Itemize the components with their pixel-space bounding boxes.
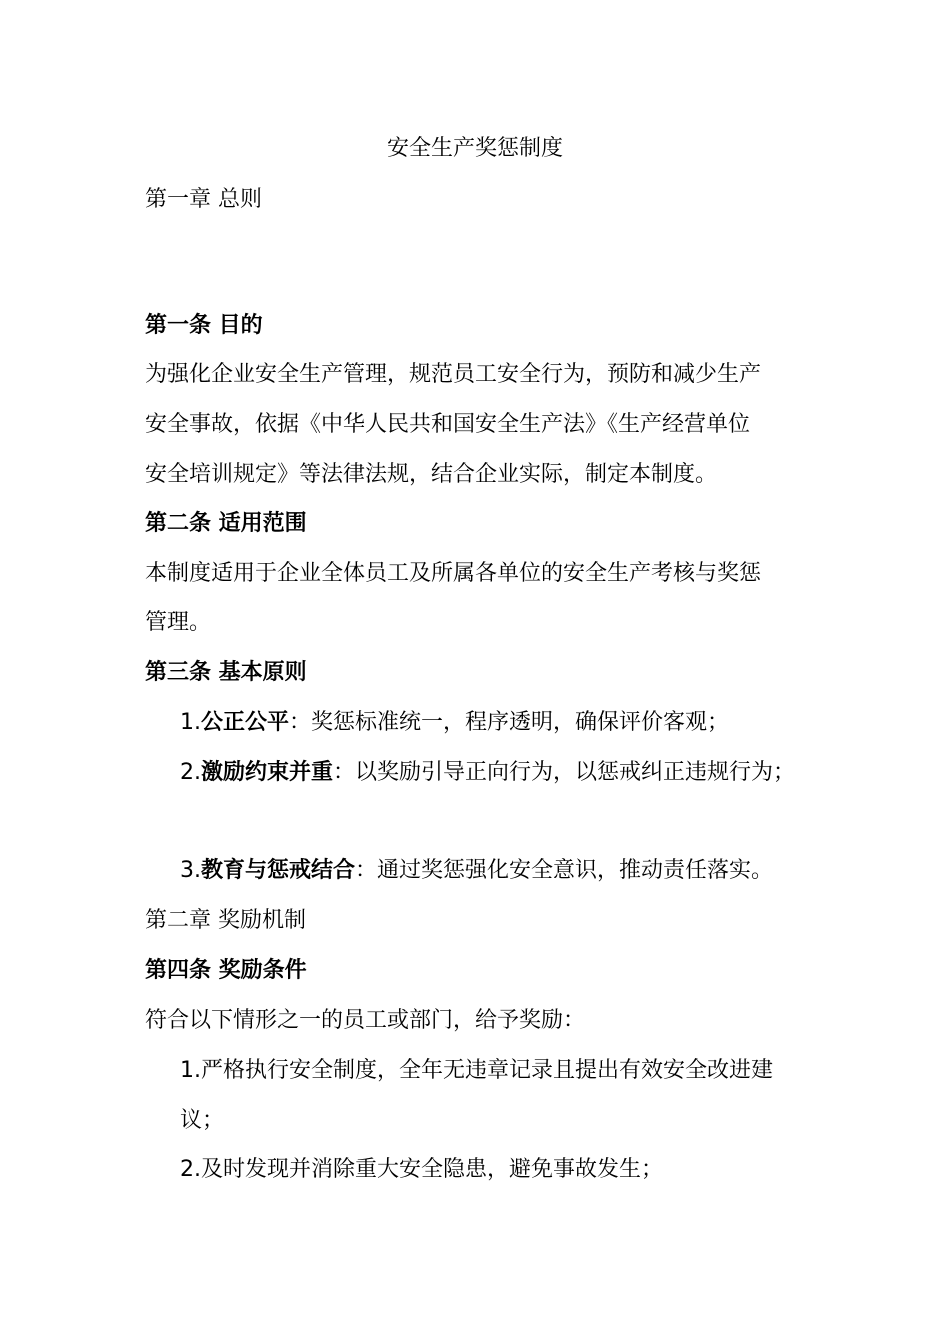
paragraph-line: 符合以下情形之一的员工或部门，给予奖励： — [145, 1008, 586, 1033]
document-title: 安全生产奖惩制度 — [386, 136, 563, 161]
item-term: 激励约束并重 — [201, 760, 334, 785]
principle-item — [180, 758, 795, 788]
reward-item-line: 1.严格执行安全制度，全年无违章记录且提出有效安全改进建 — [180, 1058, 773, 1083]
item-number: 2. — [180, 760, 201, 785]
principle-item — [180, 708, 729, 738]
item-text: ：以奖励引导正向行为，以惩戒纠正违规行为； — [333, 760, 796, 785]
principle-item — [180, 856, 773, 886]
paragraph-line: 本制度适用于企业全体员工及所属各单位的安全生产考核与奖惩 — [145, 561, 762, 586]
item-number: 1. — [180, 710, 201, 735]
chapter-heading: 第二章 奖励机制 — [145, 908, 306, 933]
item-term: 教育与惩戒结合 — [201, 858, 356, 883]
article-heading: 第三条 基本原则 — [145, 660, 307, 685]
item-text: ：奖惩标准统一，程序透明，确保评价客观； — [289, 710, 730, 735]
reward-item-line: 2.及时发现并消除重大安全隐患，避免事故发生； — [180, 1157, 663, 1182]
paragraph-line: 为强化企业安全生产管理，规范员工安全行为，预防和减少生产 — [145, 362, 762, 387]
chapter-heading: 第一章 总则 — [145, 187, 262, 212]
item-text: ：通过奖惩强化安全意识，推动责任落实。 — [355, 858, 774, 883]
item-number: 3. — [180, 858, 201, 883]
reward-item-line: 议； — [180, 1108, 225, 1133]
article-heading: 第一条 目的 — [145, 313, 263, 338]
item-term: 公正公平 — [201, 710, 290, 735]
paragraph-line: 安全事故，依据《中华人民共和国安全生产法》《生产经营单位 — [145, 412, 751, 437]
article-heading: 第四条 奖励条件 — [145, 958, 307, 983]
paragraph-line: 安全培训规定》等法律法规，结合企业实际，制定本制度。 — [145, 462, 718, 487]
paragraph-line: 管理。 — [145, 610, 212, 635]
article-heading: 第二条 适用范围 — [145, 511, 307, 536]
